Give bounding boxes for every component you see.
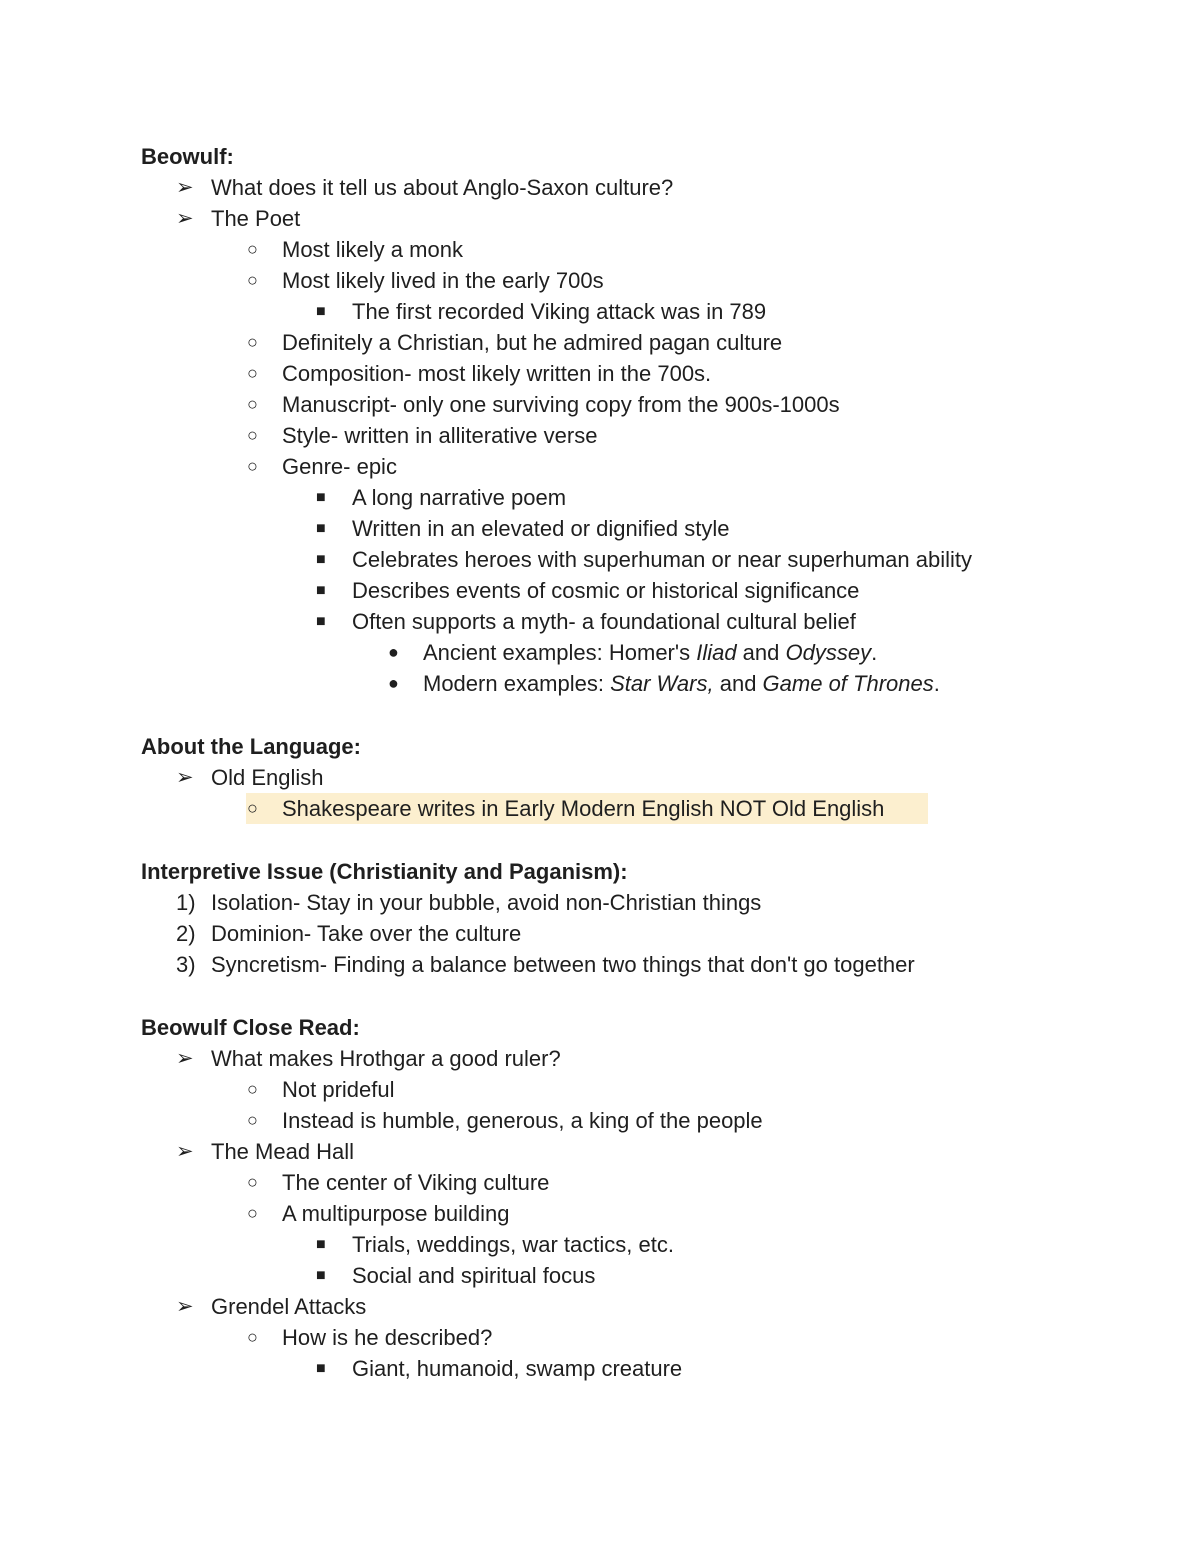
circle-bullet-icon: ○ bbox=[247, 332, 258, 352]
list-item-text: Describes events of cosmic or historical significance bbox=[352, 578, 860, 603]
modern-prefix: Modern examples: bbox=[423, 671, 611, 696]
list-item-text: The first recorded Viking attack was in 789 bbox=[352, 299, 767, 324]
arrow-bullet-icon: ➢ bbox=[176, 1047, 194, 1070]
disc-bullet-icon: ● bbox=[388, 642, 399, 662]
period: . bbox=[871, 640, 878, 665]
circle-bullet-icon: ○ bbox=[247, 270, 258, 290]
list-item-text: Giant, humanoid, swamp creature bbox=[352, 1356, 683, 1381]
circle-bullet-icon: ○ bbox=[247, 798, 258, 818]
circle-bullet-icon: ○ bbox=[247, 1172, 258, 1192]
circle-bullet-icon: ○ bbox=[247, 239, 258, 259]
title-star-wars: Star Wars, bbox=[610, 671, 714, 696]
list-item-text: The Mead Hall bbox=[211, 1139, 355, 1164]
list-item-text bbox=[423, 668, 940, 699]
square-bullet-icon: ■ bbox=[316, 613, 326, 630]
circle-bullet-icon: ○ bbox=[247, 363, 258, 383]
square-bullet-icon: ■ bbox=[316, 1360, 326, 1377]
list-item-text: Not prideful bbox=[282, 1077, 395, 1102]
circle-bullet-icon: ○ bbox=[247, 1327, 258, 1347]
arrow-bullet-icon: ➢ bbox=[176, 176, 194, 199]
circle-bullet-icon: ○ bbox=[247, 1203, 258, 1223]
list-item-text: Most likely lived in the early 700s bbox=[282, 268, 604, 293]
ancient-prefix: Ancient examples: Homer's bbox=[423, 640, 697, 665]
list-item-text: Definitely a Christian, but he admired pagan culture bbox=[282, 330, 783, 355]
square-bullet-icon: ■ bbox=[316, 551, 326, 568]
list-item-text: Syncretism- Finding a balance between two things that don't go together bbox=[211, 952, 915, 977]
conjunction: and bbox=[713, 671, 763, 696]
conjunction: and bbox=[736, 640, 786, 665]
title-odyssey: Odyssey bbox=[785, 640, 872, 665]
circle-bullet-icon: ○ bbox=[247, 394, 258, 414]
list-item-text: Old English bbox=[211, 765, 324, 790]
list-item-text: Dominion- Take over the culture bbox=[211, 921, 522, 946]
title-game-of-thrones: Game of Thrones bbox=[762, 671, 934, 696]
circle-bullet-icon: ○ bbox=[247, 1110, 258, 1130]
list-item-text: Often supports a myth- a foundational cultural belief bbox=[352, 609, 856, 634]
circle-bullet-icon: ○ bbox=[247, 1079, 258, 1099]
list-item-text: What makes Hrothgar a good ruler? bbox=[211, 1046, 561, 1071]
square-bullet-icon: ■ bbox=[316, 489, 326, 506]
list-item-text: The center of Viking culture bbox=[282, 1170, 550, 1195]
list-item-text: What does it tell us about Anglo-Saxon culture? bbox=[211, 175, 674, 200]
arrow-bullet-icon: ➢ bbox=[176, 766, 194, 789]
list-item-text: Written in an elevated or dignified style bbox=[352, 516, 730, 541]
square-bullet-icon: ■ bbox=[316, 520, 326, 537]
list-item-text bbox=[423, 637, 877, 668]
square-bullet-icon: ■ bbox=[316, 582, 326, 599]
arrow-bullet-icon: ➢ bbox=[176, 1295, 194, 1318]
list-item-text: Trials, weddings, war tactics, etc. bbox=[352, 1232, 674, 1257]
square-bullet-icon: ■ bbox=[316, 303, 326, 320]
list-item-text: Social and spiritual focus bbox=[352, 1263, 596, 1288]
list-item-text: Most likely a monk bbox=[282, 237, 463, 262]
list-item-text: A multipurpose building bbox=[282, 1201, 510, 1226]
disc-bullet-icon: ● bbox=[388, 673, 399, 693]
list-item-text: Celebrates heroes with superhuman or near superhuman ability bbox=[352, 547, 973, 572]
list-item-text: Shakespeare writes in Early Modern English NOT Old English bbox=[282, 796, 885, 821]
square-bullet-icon: ■ bbox=[316, 1236, 326, 1253]
section-heading-language: About the Language: bbox=[141, 734, 361, 759]
section-heading-interpretive: Interpretive Issue (Christianity and Paganism): bbox=[141, 859, 628, 884]
item-number: 1) bbox=[176, 890, 196, 915]
arrow-bullet-icon: ➢ bbox=[176, 207, 194, 230]
arrow-bullet-icon: ➢ bbox=[176, 1140, 194, 1163]
list-item-text: Grendel Attacks bbox=[211, 1294, 367, 1319]
list-item-text: Instead is humble, generous, a king of the people bbox=[282, 1108, 763, 1133]
period: . bbox=[933, 671, 940, 696]
list-item-text: Genre- epic bbox=[282, 454, 397, 479]
item-number: 3) bbox=[176, 952, 196, 977]
square-bullet-icon: ■ bbox=[316, 1267, 326, 1284]
highlighted-list-item bbox=[0, 793, 1200, 824]
item-number: 2) bbox=[176, 921, 196, 946]
section-heading-close-read: Beowulf Close Read: bbox=[141, 1015, 360, 1040]
list-item-text: Isolation- Stay in your bubble, avoid non-Christian things bbox=[211, 890, 762, 915]
list-item-text: Manuscript- only one surviving copy from the 900s-1000s bbox=[282, 392, 840, 417]
section-heading-beowulf: Beowulf: bbox=[141, 144, 234, 169]
list-item-text: The Poet bbox=[211, 206, 301, 231]
circle-bullet-icon: ○ bbox=[247, 456, 258, 476]
list-item-text: A long narrative poem bbox=[352, 485, 567, 510]
list-item-text: How is he described? bbox=[282, 1325, 493, 1350]
list-item-text: Style- written in alliterative verse bbox=[282, 423, 598, 448]
title-iliad: Iliad bbox=[696, 640, 737, 665]
list-item-text: Composition- most likely written in the 700s. bbox=[282, 361, 712, 386]
circle-bullet-icon: ○ bbox=[247, 425, 258, 445]
